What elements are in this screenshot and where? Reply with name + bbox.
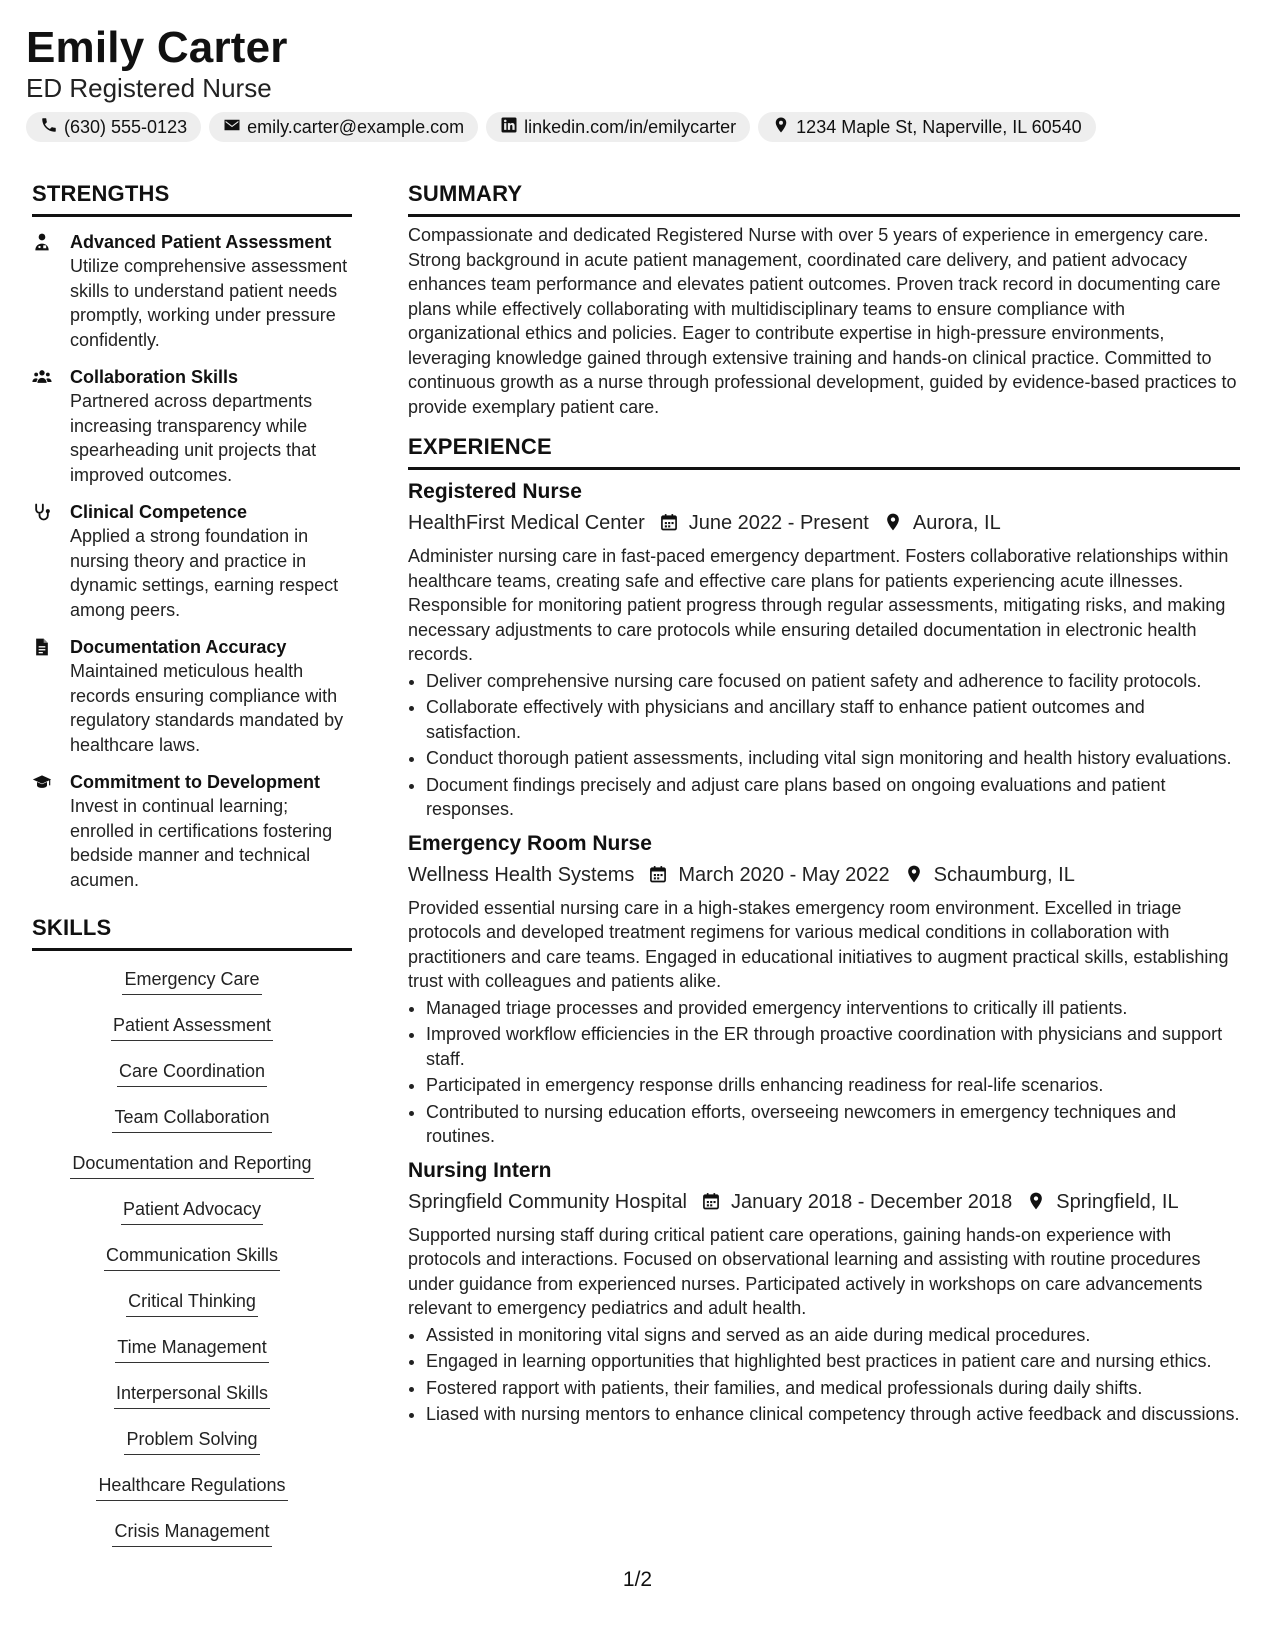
skills-list [32, 961, 352, 1559]
job-company: HealthFirst Medical Center [408, 512, 645, 534]
job-title: Registered Nurse [408, 480, 582, 503]
candidate-title: ED Registered Nurse [26, 73, 272, 103]
job-description: Supported nursing staff during critical patient care operations, gaining hands-on experience with protocols and interactions. Focused on observational learning and assisting with routine procedures under guidance from experienced nurses. Participated actively in workshops on care advancements relevant to emergency pediatrics and adult health. [408, 1224, 1203, 1318]
job-bullet: • Improved workflow efficiencies in the ER through proactive coordination with physicians and support staff. [426, 1022, 1240, 1071]
strength-item [32, 365, 352, 487]
stethoscope-icon [32, 500, 70, 622]
graduation-cap-icon [32, 770, 70, 892]
linkedin-icon [500, 116, 518, 139]
contact-linkedin-text: linkedin.com/in/emilycarter [524, 116, 737, 137]
envelope-icon [223, 116, 241, 139]
summary-text: Compassionate and dedicated Registered Nurse with over 5 years of experience in emergency care. Strong background in acute patient management, coordinated care delivery, and patient advocacy enhances team performance and elevates patient outcomes. Proven track record in documenting care plans while effectively collaborating with multidisciplinary teams to ensure compliance with organizational ethics and policies. Eager to contribute expertise in high-pressure environments, leveraging knowledge gained through extensive training and hands-on clinical practice. Committed to continuous growth as a nurse through professional development, guided by evidence-based practices to provide exemplary patient care. [408, 225, 1237, 417]
job-meta [408, 860, 1240, 890]
document-icon [32, 635, 70, 757]
job-title: Nursing Intern [408, 1158, 552, 1182]
strength-desc: Applied a strong foundation in nursing theory and practice in dynamic settings, earning respect among peers. [70, 526, 339, 620]
location-pin-icon [883, 512, 905, 534]
job-bullet: • Document findings precisely and adjust care plans based on ongoing evaluations and patient responses. [426, 773, 1240, 822]
skill-tag: Crisis Management [112, 1519, 271, 1547]
strength-title: Commitment to Development [70, 772, 321, 792]
strength-item [32, 770, 352, 892]
calendar-icon [648, 864, 670, 886]
strength-desc: Invest in continual learning; enrolled in certifications fostering bedside manner and technical acumen. [70, 796, 333, 890]
summary-heading: SUMMARY [408, 180, 1240, 217]
job-bullets [408, 669, 1240, 822]
skill-tag: Critical Thinking [126, 1289, 258, 1317]
strength-item [32, 230, 352, 352]
job-dates: January 2018 - December 2018 [731, 1190, 1013, 1213]
job-bullets [408, 1323, 1240, 1427]
strength-title: Advanced Patient Assessment [70, 232, 332, 252]
skill-tag: Patient Advocacy [121, 1197, 263, 1225]
job-bullet: • Liased with nursing mentors to enhance clinical competency through active feedback and discussions. [426, 1402, 1240, 1427]
skill-tag: Problem Solving [124, 1427, 259, 1455]
strength-title: Clinical Competence [70, 502, 248, 522]
contact-phone-text: (630) 555-0123 [64, 116, 188, 137]
strengths-heading: STRENGTHS [32, 180, 352, 217]
job-description: Administer nursing care in fast-paced emergency department. Fosters collaborative relationships within healthcare teams, creating safe and effective care plans for patients experiencing acute illnesses. Responsible for monitoring patient progress through regular assessments, mitigating risks, and making necessary adjustments to care protocols while ensuring detailed documentation in electronic health records. [408, 546, 1229, 664]
contact-address-text: 1234 Maple St, Naperville, IL 60540 [796, 116, 1082, 137]
skill-tag: Interpersonal Skills [114, 1381, 270, 1409]
contact-email-text: emily.carter@example.com [247, 116, 465, 137]
strength-item [32, 635, 352, 757]
contact-email[interactable] [209, 112, 478, 142]
strength-title: Collaboration Skills [70, 367, 239, 387]
right-column [408, 180, 1240, 1429]
job-entry [408, 1157, 1240, 1427]
page-number: 1/2 [622, 1568, 653, 1591]
calendar-icon [659, 512, 681, 534]
job-bullet: • Participated in emergency response drills enhancing readiness for real-life scenarios. [426, 1073, 1240, 1098]
skill-tag: Emergency Care [122, 967, 261, 995]
location-pin-icon [772, 116, 790, 139]
job-location: Springfield, IL [1056, 1190, 1179, 1213]
job-company: Wellness Health Systems [408, 863, 635, 886]
job-meta [408, 508, 1240, 538]
skill-tag: Time Management [115, 1335, 268, 1363]
strength-desc: Utilize comprehensive assessment skills to understand patient needs promptly, working under pressure confidently. [70, 256, 348, 350]
contact-bar [26, 112, 1096, 142]
phone-icon [40, 116, 58, 139]
experience-heading: EXPERIENCE [408, 433, 1240, 470]
job-bullet: • Engaged in learning opportunities that highlighted best practices in patient care and nursing ethics. [426, 1349, 1240, 1374]
contact-phone[interactable] [26, 112, 201, 142]
job-bullet: • Fostered rapport with patients, their families, and medical professionals during daily shifts. [426, 1376, 1240, 1401]
job-bullet: • Deliver comprehensive nursing care focused on patient safety and adherence to facility protocols. [426, 669, 1240, 694]
job-location: Schaumburg, IL [933, 863, 1075, 886]
job-bullets [408, 996, 1240, 1149]
left-column [32, 180, 352, 1559]
users-icon [32, 365, 70, 487]
strength-desc: Maintained meticulous health records ensuring compliance with regulatory standards mandated by healthcare laws. [70, 661, 344, 755]
strength-item [32, 500, 352, 622]
job-bullet: • Collaborate effectively with physicians and ancillary staff to enhance patient outcomes and satisfaction. [426, 695, 1240, 744]
skill-tag: Team Collaboration [112, 1105, 271, 1133]
job-bullet: • Conduct thorough patient assessments, including vital sign monitoring and health history evaluations. [426, 746, 1240, 771]
skill-tag: Documentation and Reporting [70, 1151, 313, 1179]
job-title: Emergency Room Nurse [408, 831, 652, 855]
job-dates: March 2020 - May 2022 [678, 863, 890, 886]
job-location: Aurora, IL [912, 512, 1001, 534]
job-entry [408, 478, 1240, 822]
job-bullet: • Managed triage processes and provided emergency interventions to critically ill patients. [426, 996, 1240, 1021]
job-entry [408, 830, 1240, 1149]
calendar-icon [701, 1191, 723, 1213]
candidate-name: Emily Carter [26, 23, 288, 72]
user-doctor-icon [32, 230, 70, 352]
job-dates: June 2022 - Present [688, 512, 869, 534]
contact-address[interactable] [758, 112, 1096, 142]
job-bullet: • Contributed to nursing education efforts, overseeing newcomers in emergency techniques and routines. [426, 1100, 1240, 1149]
contact-linkedin[interactable] [486, 112, 750, 142]
job-company: Springfield Community Hospital [408, 1190, 688, 1213]
job-bullet: • Assisted in monitoring vital signs and served as an aide during medical procedures. [426, 1323, 1240, 1348]
job-meta [408, 1187, 1240, 1217]
job-description: Provided essential nursing care in a high-stakes emergency room environment. Excelled in triage protocols and developed treatment regimens for various medical conditions in collaboration with practitioners and care teams. Engaged in educational initiatives to augment practical skills, establishing trust with colleagues and patients alike. [408, 897, 1229, 991]
strength-title: Documentation Accuracy [70, 637, 287, 657]
skill-tag: Communication Skills [104, 1243, 280, 1271]
skill-tag: Care Coordination [117, 1059, 267, 1087]
strength-desc: Partnered across departments increasing transparency while spearheading unit projects that improved outcomes. [70, 391, 317, 485]
location-pin-icon [904, 864, 926, 886]
location-pin-icon [1026, 1191, 1048, 1213]
skill-tag: Patient Assessment [111, 1013, 273, 1041]
skill-tag: Healthcare Regulations [96, 1473, 287, 1501]
skills-heading: SKILLS [32, 914, 352, 951]
